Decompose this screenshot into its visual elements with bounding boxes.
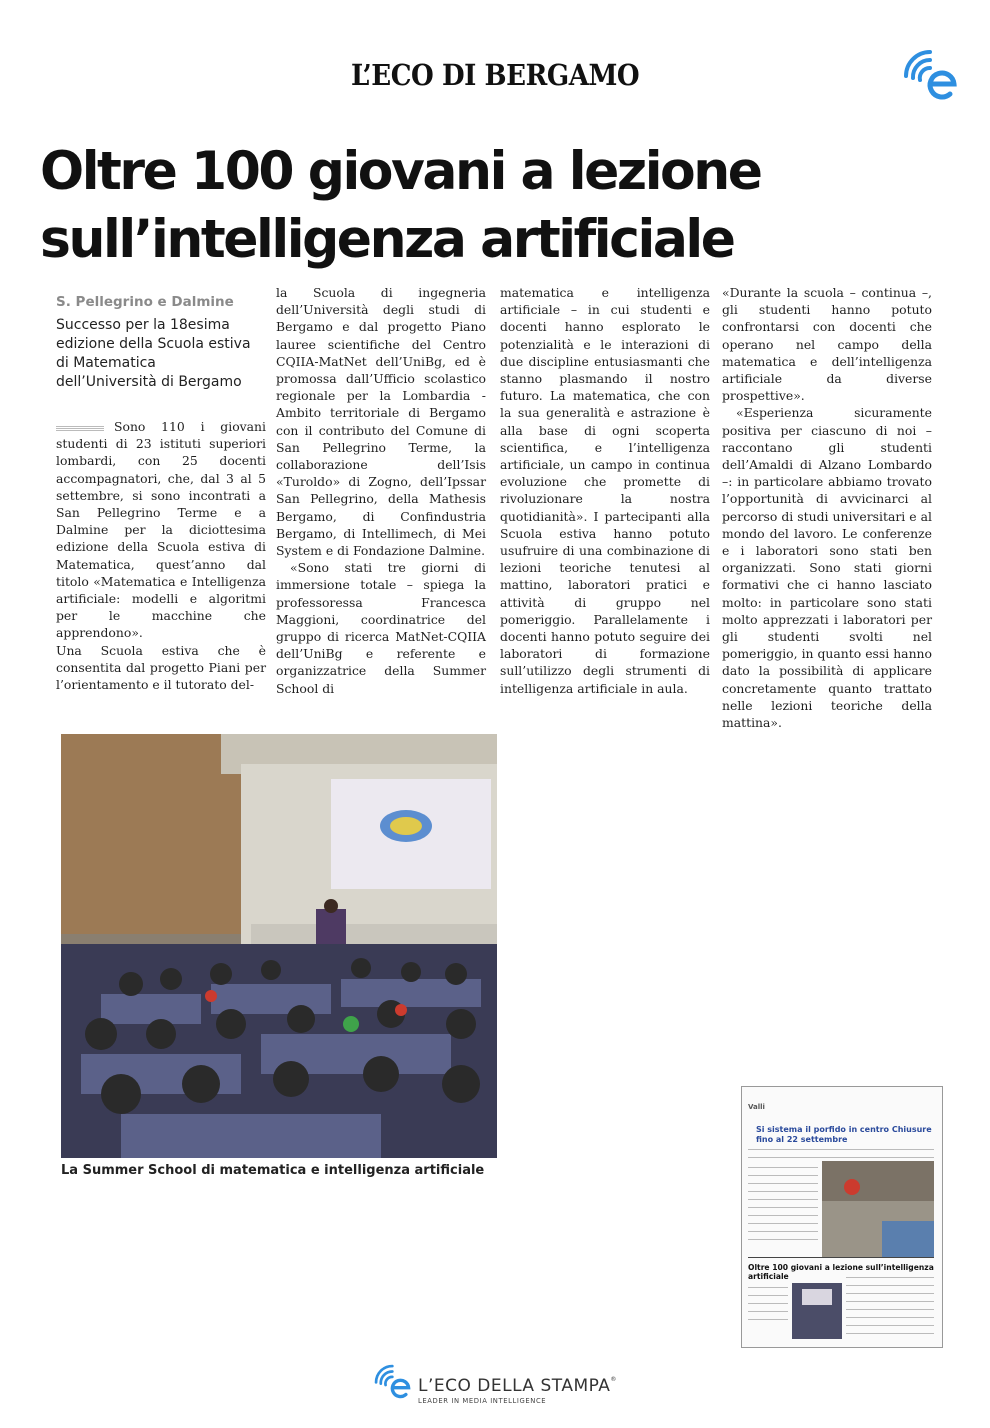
thumbnail-headline-article: Oltre 100 giovani a lezione sull’intelligenza artificiale (748, 1263, 934, 1281)
thumbnail-photo (822, 1161, 934, 1257)
article-paragraph: «Sono stati tre giorni di immersione totale – spiega la professoressa Francesca Maggioni, coordinatrice del gruppo di ricerca MatNet-CQIIA dell’UniBg e referente e organizzatrice della Summer School di (276, 560, 486, 696)
footer-logo-icon (372, 1362, 414, 1404)
article-column-1 (56, 418, 266, 693)
headline-line-1: Oltre 100 giovani a lezione (40, 141, 761, 202)
thumbnail-headline-top: Si sistema il porfido in centro Chiusure fino al 22 settembre (756, 1125, 932, 1144)
eco-della-stampa-logo-icon (900, 48, 962, 106)
dropbar-ornament (56, 425, 104, 431)
thumbnail-classroom-photo (792, 1283, 842, 1339)
article-paragraph: «Esperienza sicuramente positiva per ciascuno di noi – raccontano gli studenti dell’Amaldi di Alzano Lombardo –: in particolare abbiamo trovato l’opportunità di avvicinarci al percorso di studi universitari e al mondo del lavoro. Le conferenze e i laboratori sono stati ben organizzati. Sono stati giorni formativi che ci hanno lasciato molto: in particolare sono stati molto apprezzati i laboratori per gli studenti svolti nel pomeriggio, in quanto essi hanno dato la possibilità di applicare concretamente quanto trattato nelle lezioni teoriche della mattina». (722, 405, 932, 731)
article-column-2 (276, 284, 486, 697)
footer-brand: L’ECO DELLA STAMPA® (418, 1376, 617, 1396)
classroom-photo (61, 734, 497, 1158)
thumbnail-section-label: Valli (748, 1103, 765, 1111)
article-paragraph: Una Scuola estiva che è consentita dal progetto Piani per l’orientamento e il tutorato del- (56, 642, 266, 693)
photo-caption: La Summer School di matematica e intelligenza artificiale (61, 1163, 485, 1178)
headline-line-2: sull’intelligenza artificiale (40, 209, 734, 270)
footer-tagline: LEADER IN MEDIA INTELLIGENCE (418, 1397, 547, 1405)
article-paragraph: la Scuola di ingegneria dell’Università degli studi di Bergamo e dal progetto Piano lauree scientifiche del Centro CQIIA-MatNet dell’UniBg, ed è promossa dall’Ufficio scolastico regionale per la Lombardia - Ambito territoriale di Bergamo con il contributo del Comune di San Pellegrino Terme, la collaborazione dell’Isis «Turoldo» di Zogno, dell’Ipssar San Pellegrino, della Mathesis Bergamo, di Confindustria Bergamo, di Intellimech, di Mei System e di Fondazione Dalmine. (276, 285, 486, 559)
article-column-3 (500, 284, 710, 697)
masthead: L’ECO DI BERGAMO (350, 58, 640, 92)
headline (40, 138, 761, 274)
article-paragraph: Sono 110 i giovani studenti di 23 istituti superiori lombardi, con 25 docenti accompagnatori, che, dal 3 al 5 settembre, si sono incontrati a San Pellegrino Terme e a Dalmine per la diciottesima edizione della Scuola estiva di Matematica, quest’anno dal titolo «Matematica e Intelligenza artificiale: modelli e algoritmi per le macchine che apprendono». (56, 419, 266, 641)
article-paragraph: «Durante la scuola – continua –, gli studenti hanno potuto confrontarsi con docenti che operano nel campo della matematica e dell’intelligenza artificiale da diverse prospettive». (722, 285, 932, 404)
page-thumbnail (741, 1086, 943, 1348)
kicker: S. Pellegrino e Dalmine (56, 294, 234, 310)
article-column-4 (722, 284, 932, 731)
article-paragraph: matematica e intelligenza artificiale – in cui studenti e docenti hanno esplorato le potenzialità e le interazioni di due discipline entusiasmanti che stanno plasmando il nostro futuro. La matematica, che con la sua generalità e astrazione è alla base di ogni scoperta scientifica, e l’intelligenza artificiale, un campo in continua evoluzione che promette di rivoluzionare la nostra quotidianità». I partecipanti alla Scuola estiva hanno potuto usufruire di una combinazione di lezioni teoriche tenutesi al mattino, laboratori pratici e attività di gruppo nel pomeriggio. Parallelamente i docenti hanno potuto seguire dei laboratori di formazione sull’utilizzo degli strumenti di intelligenza artificiale in aula. (500, 285, 710, 696)
subhead: Successo per la 18esima edizione della Scuola estiva di Matematica dell’Università di Bergamo (56, 317, 251, 390)
